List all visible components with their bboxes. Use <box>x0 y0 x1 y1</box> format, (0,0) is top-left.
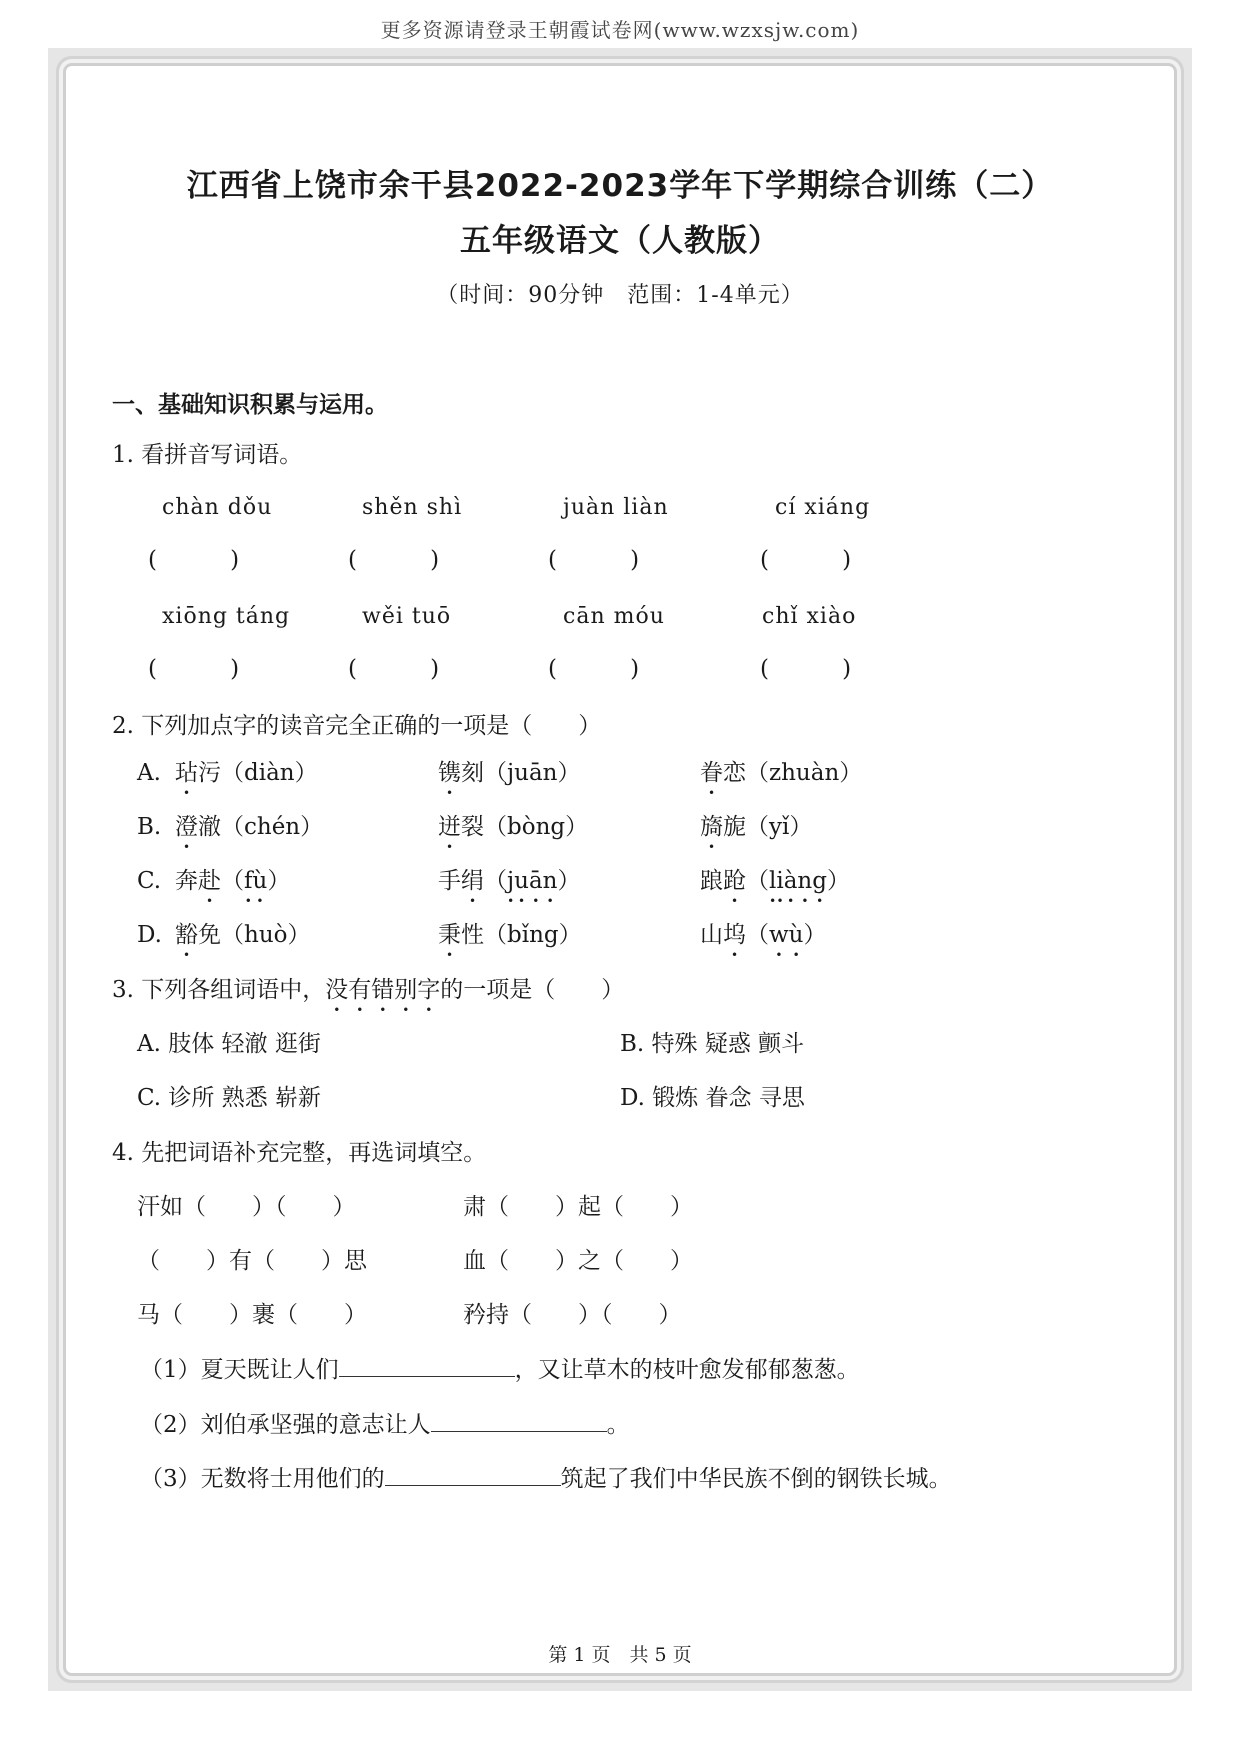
sentence-pre: （3）无数将士用他们的 <box>140 1466 385 1492</box>
sentence-post: 。 <box>606 1412 630 1438</box>
section-heading-1: 一、基础知识积累与运用。 <box>112 392 388 418</box>
sentence-pre: （2）刘伯承坚强的意志让人 <box>140 1412 431 1438</box>
answer-box-5[interactable]: ( ) <box>148 656 240 682</box>
word-rest: 旎（yǐ） <box>723 814 813 840</box>
dotted-char: 秉 <box>438 922 461 948</box>
stem-dotted: 没有错别字 <box>325 977 441 1003</box>
page-number: 第 1 页 共 5 页 <box>548 1644 692 1666</box>
q2-option-c-label[interactable]: C. <box>137 868 169 894</box>
pinyin-5: xiōng táng <box>162 604 291 629</box>
dotted-char: 赴（fù） <box>198 868 291 894</box>
word-start: 山 <box>700 922 723 948</box>
q2-option-c-2 <box>438 866 580 908</box>
dotted-char: 豁 <box>175 922 198 948</box>
fill-blank-2[interactable] <box>431 1409 607 1432</box>
idiom-1[interactable]: 汗如（ ）（ ） <box>137 1194 356 1220</box>
word-start: 手 <box>438 868 461 894</box>
q2-option-a-label[interactable]: A. <box>137 760 169 786</box>
q2-option-b-3 <box>700 812 812 854</box>
q2-option-d-1 <box>175 920 310 962</box>
word-start: 踉 <box>700 868 723 894</box>
dotted-char: 玷 <box>175 760 198 786</box>
q2-option-b-1 <box>175 812 323 854</box>
idiom-2[interactable]: 肃（ ）起（ ） <box>463 1194 693 1220</box>
stem-pre: 3. 下列各组词语中， <box>112 977 326 1003</box>
sentence-post: ，又让草木的枝叶愈发郁郁葱葱。 <box>514 1357 860 1383</box>
dotted-char: 迸 <box>438 814 461 840</box>
question-2-stem: 2. 下列加点字的读音完全正确的一项是（ ） <box>112 713 602 739</box>
q2-option-b-label[interactable]: B. <box>137 814 169 840</box>
answer-box-8[interactable]: ( ) <box>760 656 852 682</box>
q2-option-d-2 <box>438 920 582 962</box>
dotted-char: 跄（liàng） <box>723 868 850 894</box>
stem-post: 的一项是（ ） <box>440 977 625 1003</box>
q2-option-b-2 <box>438 812 588 854</box>
exam-subject: 五年级语文（人教版） <box>460 223 780 259</box>
q2-option-d-3 <box>700 920 827 962</box>
answer-box-6[interactable]: ( ) <box>348 656 440 682</box>
word-rest: 恋（zhuàn） <box>723 760 863 786</box>
word-start: 奔 <box>175 868 198 894</box>
fill-blank-3[interactable] <box>385 1463 561 1486</box>
q2-option-c-1 <box>175 866 290 908</box>
fill-sentence-3 <box>140 1463 952 1494</box>
answer-box-3[interactable]: ( ) <box>548 547 640 573</box>
dotted-char: 眷 <box>700 760 723 786</box>
pinyin-6: wěi tuō <box>362 604 452 629</box>
q2-option-c-3 <box>700 866 850 908</box>
answer-box-7[interactable]: ( ) <box>548 656 640 682</box>
sentence-pre: （1）夏天既让人们 <box>140 1357 339 1383</box>
pinyin-4: cí xiáng <box>775 495 871 520</box>
word-rest: 性（bǐng） <box>461 922 582 948</box>
pinyin-3: juàn liàn <box>563 495 669 520</box>
idiom-3[interactable]: （ ）有（ ）思 <box>137 1248 367 1274</box>
idiom-6[interactable]: 矜持（ ）（ ） <box>463 1302 682 1328</box>
pinyin-8: chǐ xiào <box>762 604 857 629</box>
q2-option-a-1 <box>175 758 318 800</box>
word-rest: 刻（juān） <box>461 760 581 786</box>
dotted-char: 坞（wù） <box>723 922 827 948</box>
word-rest: 裂（bòng） <box>461 814 589 840</box>
idiom-4[interactable]: 血（ ）之（ ） <box>463 1248 693 1274</box>
pinyin-1: chàn dǒu <box>162 495 273 520</box>
question-3-stem <box>112 975 624 1017</box>
pinyin-2: shěn shì <box>362 495 463 520</box>
q3-option-b[interactable]: B. 特殊 疑惑 颤斗 <box>620 1031 805 1057</box>
source-note: 更多资源请登录王朝霞试卷网(www.wzxsjw.com) <box>380 18 860 42</box>
q2-option-a-2 <box>438 758 580 800</box>
dotted-char: 旖 <box>700 814 723 840</box>
word-rest: 澈（chén） <box>198 814 324 840</box>
dotted-char: 绢（juān） <box>461 868 581 894</box>
fill-sentence-1 <box>140 1354 860 1385</box>
answer-box-2[interactable]: ( ) <box>348 547 440 573</box>
question-4-stem: 4. 先把词语补充完整，再选词填空。 <box>112 1140 487 1166</box>
dotted-char: 澄 <box>175 814 198 840</box>
question-1-stem: 1. 看拼音写词语。 <box>112 442 303 468</box>
q3-option-d[interactable]: D. 锻炼 眷念 寻思 <box>620 1085 805 1111</box>
fill-blank-1[interactable] <box>339 1354 515 1377</box>
answer-box-1[interactable]: ( ) <box>148 547 240 573</box>
idiom-5[interactable]: 马（ ）裹（ ） <box>137 1302 367 1328</box>
exam-title: 江西省上饶市余干县2022-2023学年下学期综合训练（二） <box>186 168 1054 204</box>
answer-box-4[interactable]: ( ) <box>760 547 852 573</box>
fill-sentence-2 <box>140 1409 630 1440</box>
sentence-post: 筑起了我们中华民族不倒的钢铁长城。 <box>560 1466 952 1492</box>
exam-info: （时间：90分钟 范围：1-4单元） <box>436 283 804 308</box>
pinyin-7: cān móu <box>563 604 665 629</box>
q3-option-a[interactable]: A. 肢体 轻澈 逛街 <box>137 1031 321 1057</box>
word-rest: 免（huò） <box>198 922 311 948</box>
q3-option-c[interactable]: C. 诊所 熟悉 崭新 <box>137 1085 322 1111</box>
word-rest: 污（diàn） <box>198 760 318 786</box>
q2-option-a-3 <box>700 758 862 800</box>
dotted-char: 镌 <box>438 760 461 786</box>
q2-option-d-label[interactable]: D. <box>137 922 170 948</box>
